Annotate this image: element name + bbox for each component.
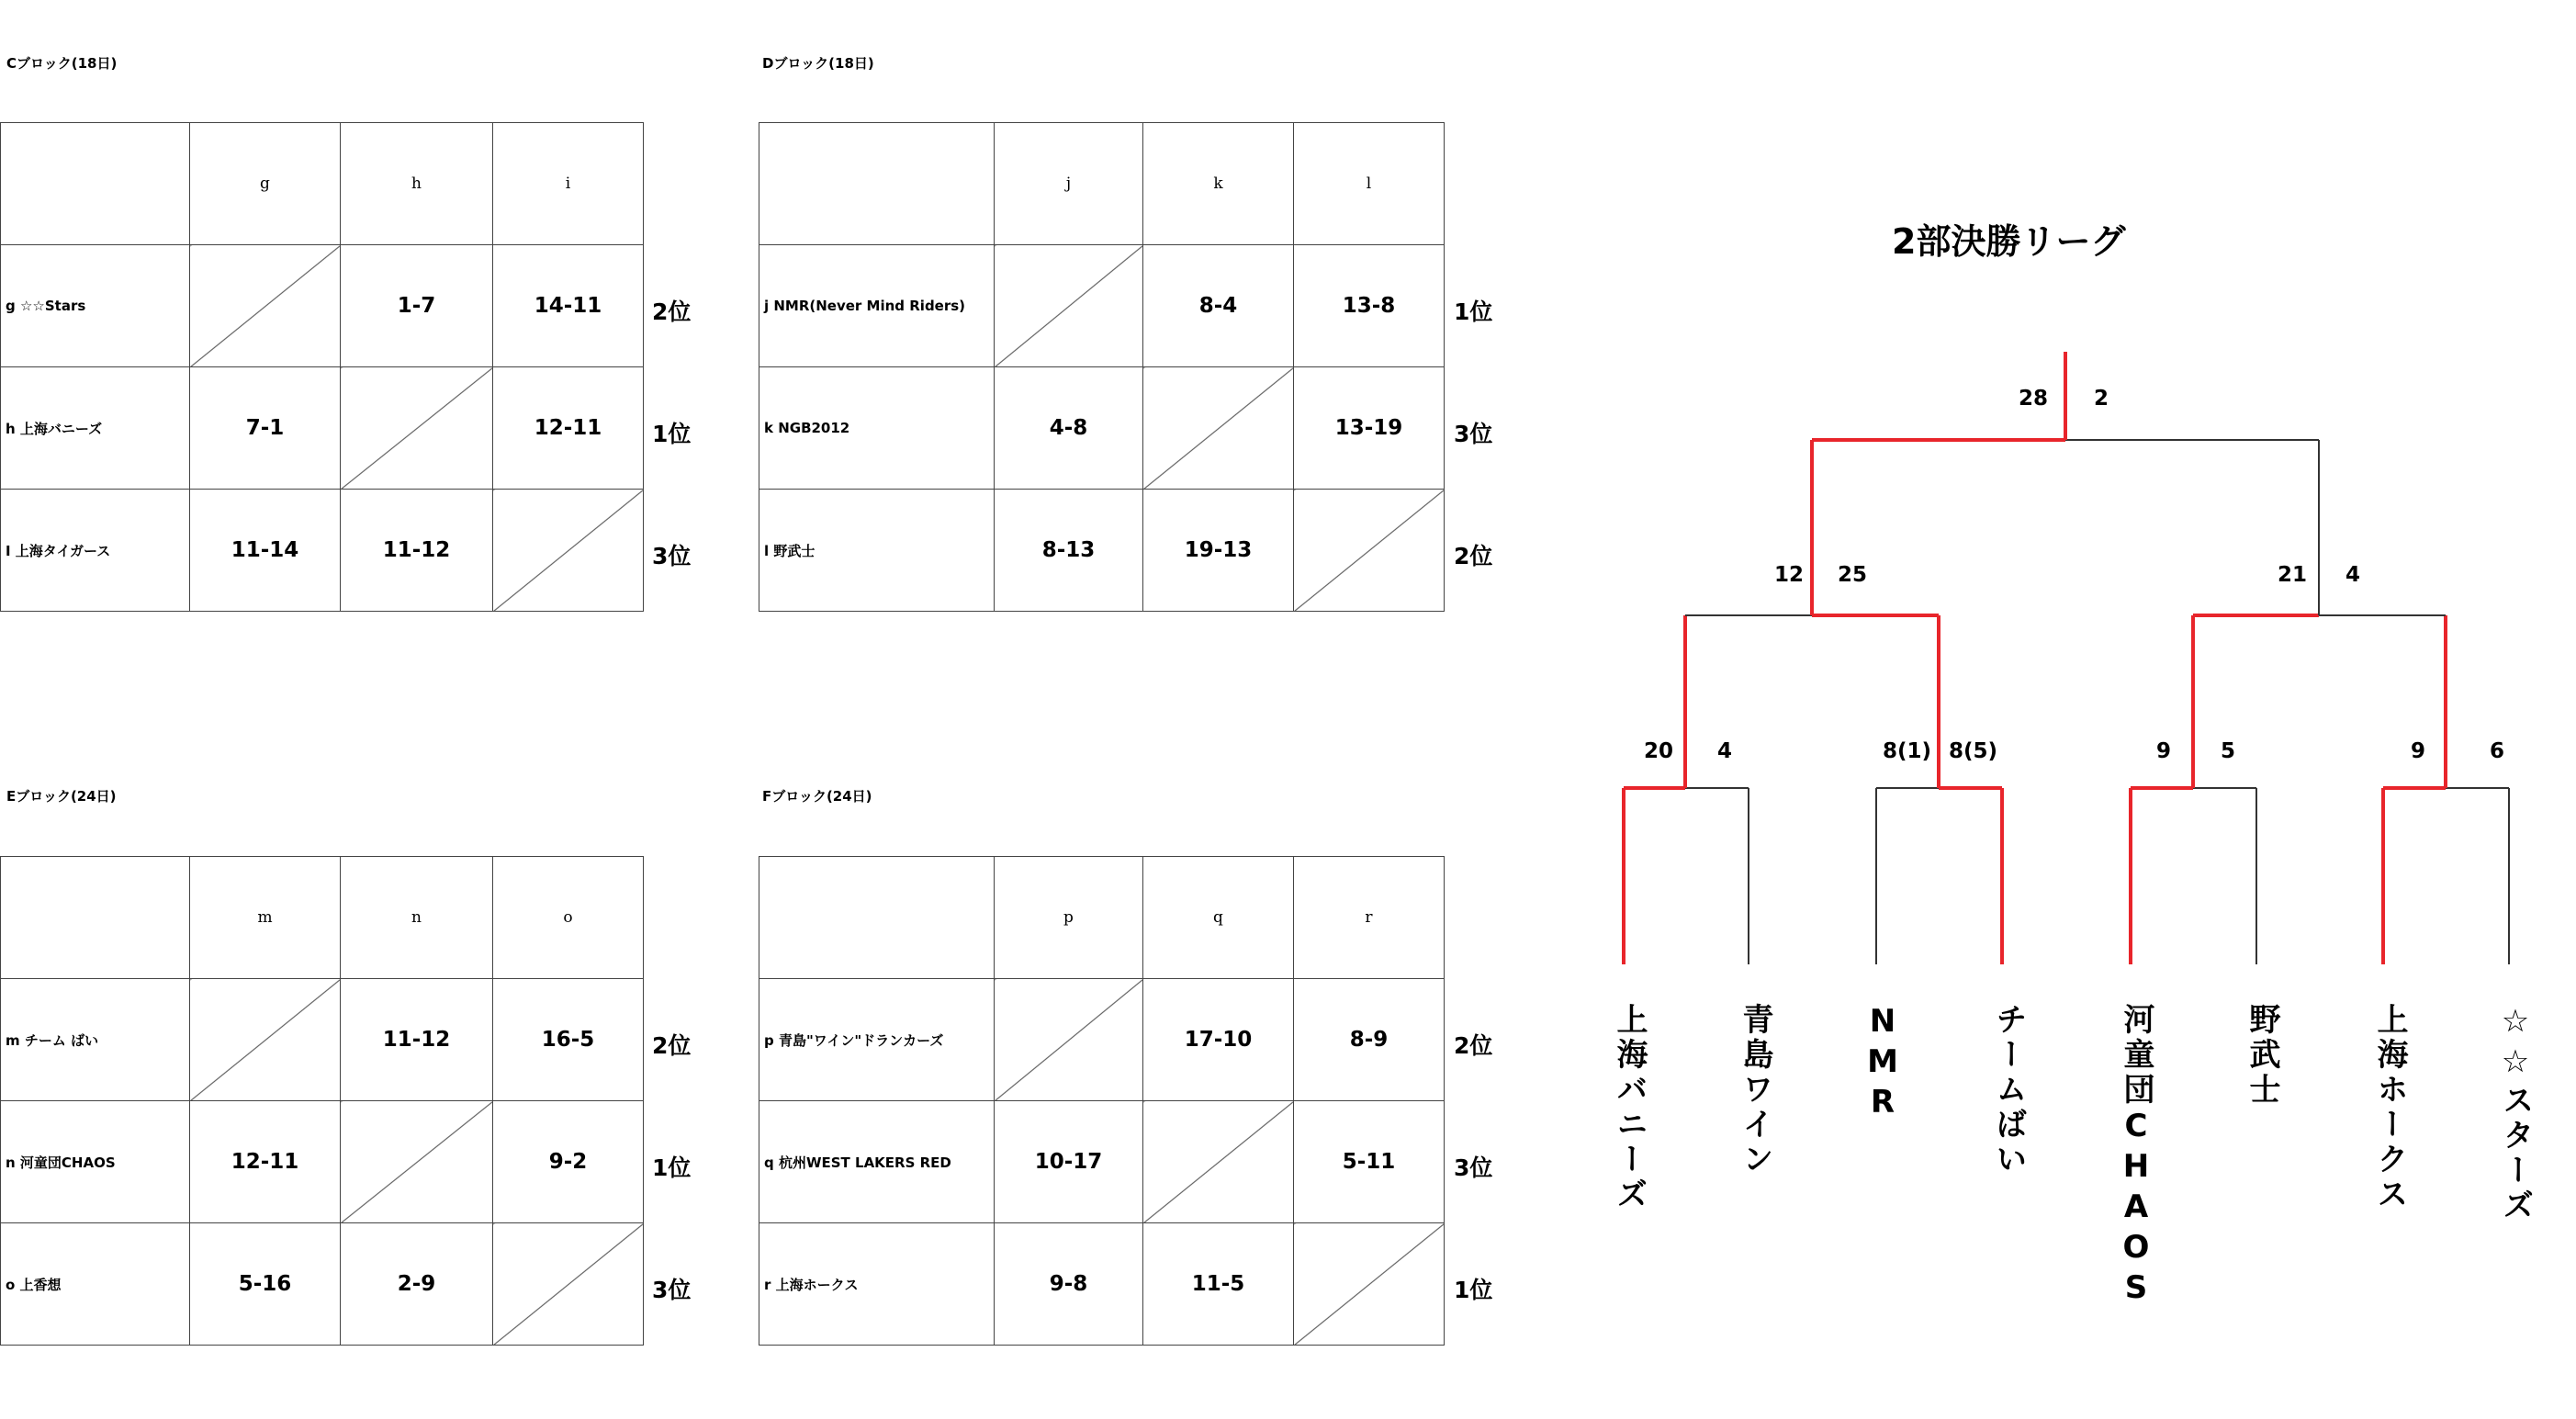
rank-label: 3位 <box>1454 421 1493 447</box>
bracket-team-name: 青島ワイン <box>1737 1003 1773 1177</box>
col-header: k <box>1143 123 1294 245</box>
col-header: m <box>190 857 341 979</box>
team-label: l 野武士 <box>759 490 995 612</box>
score-cell: 11-12 <box>341 490 493 612</box>
bracket-team-name: 上海バニーズ <box>1611 1003 1648 1212</box>
qf1-score-right: 4 <box>1717 739 1733 763</box>
score-cell: 9-2 <box>493 1101 644 1223</box>
score-cell: 1-7 <box>341 245 493 367</box>
team-label: j NMR(Never Mind Riders) <box>759 245 995 367</box>
team-label: o 上香想 <box>1 1223 190 1346</box>
score-cell: 9-8 <box>995 1223 1143 1346</box>
score-cell: 12-11 <box>493 367 644 490</box>
qf4-score-left: 9 <box>2411 739 2426 763</box>
score-cell: 19-13 <box>1143 490 1294 612</box>
bracket-team-name: チームばい <box>1990 1003 2027 1177</box>
semi1-score-right: 25 <box>1838 563 1868 587</box>
rank-label: 2位 <box>1454 543 1493 569</box>
bracket-team-name: NMR <box>1864 1003 1901 1124</box>
col-header: q <box>1143 857 1294 979</box>
col-header: p <box>995 857 1143 979</box>
col-header: g <box>190 123 341 245</box>
bracket-team-name: ☆☆スターズ <box>2497 1003 2534 1223</box>
qf3-score-left: 9 <box>2156 739 2172 763</box>
rank-label: 1位 <box>1454 1277 1493 1303</box>
team-label: g ☆☆Stars <box>1 245 190 367</box>
qf4-score-right: 6 <box>2490 739 2505 763</box>
semi1-score-left: 12 <box>1774 563 1805 587</box>
score-cell: 8-4 <box>1143 245 1294 367</box>
rank-label: 1位 <box>1454 298 1493 325</box>
col-header: h <box>341 123 493 245</box>
col-header: r <box>1294 857 1445 979</box>
score-cell: 14-11 <box>493 245 644 367</box>
bracket-team-name: 上海ホークス <box>2371 1003 2408 1212</box>
bracket-team-name: 河童団CHAOS <box>2118 1003 2154 1310</box>
rank-label: 2位 <box>652 298 692 325</box>
score-cell: 12-11 <box>190 1101 341 1223</box>
qf2-score-right: 8(5) <box>1949 739 1998 763</box>
score-cell: 13-19 <box>1294 367 1445 490</box>
semi2-score-right: 4 <box>2345 563 2361 587</box>
team-label: k NGB2012 <box>759 367 995 490</box>
score-cell: 7-1 <box>190 367 341 490</box>
rank-label: 2位 <box>1454 1032 1493 1059</box>
rank-label: 1位 <box>652 421 692 447</box>
block-c-title: Cブロック(18日) <box>6 55 118 72</box>
score-cell: 8-9 <box>1294 979 1445 1101</box>
score-cell: 10-17 <box>995 1101 1143 1223</box>
score-cell: 5-16 <box>190 1223 341 1346</box>
rank-label: 3位 <box>652 543 692 569</box>
bracket-team-name: 野武士 <box>2244 1003 2280 1108</box>
score-cell: 16-5 <box>493 979 644 1101</box>
score-cell: 4-8 <box>995 367 1143 490</box>
rank-label: 3位 <box>652 1277 692 1303</box>
score-cell: 5-11 <box>1294 1101 1445 1223</box>
rank-label: 1位 <box>652 1154 692 1181</box>
qf3-score-right: 5 <box>2221 739 2236 763</box>
block-f-title: Fブロック(24日) <box>762 788 872 805</box>
score-cell: 2-9 <box>341 1223 493 1346</box>
team-label: I 上海タイガース <box>1 490 190 612</box>
col-header: j <box>995 123 1143 245</box>
block-d-title: Dブロック(18日) <box>762 55 874 72</box>
score-cell: 17-10 <box>1143 979 1294 1101</box>
score-cell: 13-8 <box>1294 245 1445 367</box>
col-header: i <box>493 123 644 245</box>
team-label: r 上海ホークス <box>759 1223 995 1346</box>
rank-label: 2位 <box>652 1032 692 1059</box>
bracket-title: 2部決勝リーグ <box>1892 221 2126 262</box>
final-score-left: 28 <box>2019 387 2049 411</box>
col-header: o <box>493 857 644 979</box>
block-e-title: Eブロック(24日) <box>6 788 117 805</box>
qf2-score-left: 8(1) <box>1883 739 1932 763</box>
score-cell: 11-14 <box>190 490 341 612</box>
semi2-score-left: 21 <box>2278 563 2308 587</box>
qf1-score-left: 20 <box>1644 739 1674 763</box>
score-cell: 11-5 <box>1143 1223 1294 1346</box>
final-score-right: 2 <box>2094 387 2109 411</box>
rank-label: 3位 <box>1454 1154 1493 1181</box>
team-label: p 青島"ワイン"ドランカーズ <box>759 979 995 1101</box>
team-label: n 河童団CHAOS <box>1 1101 190 1223</box>
team-label: q 杭州WEST LAKERS RED <box>759 1101 995 1223</box>
col-header: n <box>341 857 493 979</box>
col-header: l <box>1294 123 1445 245</box>
team-label: h 上海バニーズ <box>1 367 190 490</box>
team-label: m チーム ばい <box>1 979 190 1101</box>
score-cell: 11-12 <box>341 979 493 1101</box>
score-cell: 8-13 <box>995 490 1143 612</box>
